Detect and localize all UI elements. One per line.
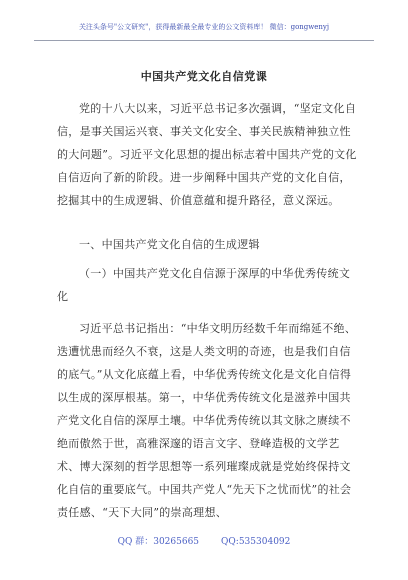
header-divider <box>34 40 374 41</box>
section-heading: 一、中国共产党文化自信的生成逻辑 <box>79 238 260 251</box>
footer-qq: QQ:535304092 <box>221 537 291 547</box>
header-promo-note: 关注头条号"公文研究"，获得最新最全最专业的公文资料库！ 微信：gongwenyj <box>78 23 330 31</box>
intro-paragraph: 党的十八大以来，习近平总书记多次强调，“坚定文化自信，是事关国运兴衰、事关文化安全、事关民族精神独立性的大问题”。习近平文化思想的提出标志着中国共产党的文化自信迈向了新的阶段。进一步阐释中国共产党的文化自信，挖掘其中的生成逻辑、价值意蕴和提升路径，意义深远。 <box>57 102 357 207</box>
footer-qq-group: QQ 群：30265665 <box>117 537 200 547</box>
quote-paragraph: 习近平总书记指出：“中华文明历经数千年而绵延不绝、迭遭忧患而经久不衰，这是人类文明的奇迹，也是我们自信的底气。”从文化底蕴上看，中华优秀传统文化是文化自信得以生成的深厚根基。第一，中华优秀传统文化是滋养中国共产党文化自信的深厚土壤。中华优秀传统以其文脉之赓续不绝而傲然于世，高雅深邃的语言文字、登峰造极的文学艺术、博大深刻的哲学思想等一系列璀璨成就是党始终保持文化自信的重要底气。中国共产党人“先天下之忧而忧”的社会责任感、“天下大同”的崇高理想、 <box>57 322 357 519</box>
document-title: 中国共产党文化自信党课 <box>140 70 268 83</box>
subsection-heading: （一）中国共产党文化自信源于深厚的中华优秀传统文化 <box>57 267 351 303</box>
footer-contact <box>0 534 408 547</box>
